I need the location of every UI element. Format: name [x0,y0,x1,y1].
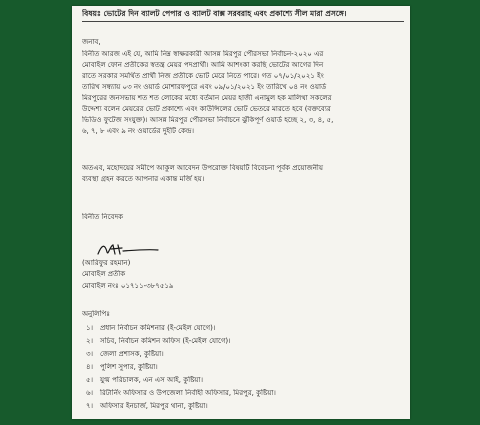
letter-page [72,6,410,419]
list-item [86,337,404,346]
list-text: রিটার্নিং অফিসার ও উপজেলা নির্বাহী অফিসার, মিরপুর, কুষ্টিয়া। [100,389,276,397]
paragraph1-line: ভিডিও ফুটেজ সংযুক্ত)। আসন্ন মিরপুর পৌরসভা নির্বাচনে ঝুঁকিপূর্ণ ওয়ার্ড হচ্ছে ২, ৩, ৪, ৫, [82,116,334,124]
closing: বিনীত নিবেদক [82,213,124,221]
list-number: ৫। [86,376,94,384]
list-item [86,402,404,411]
paragraph1-line: উদ্দেশ্য বলেন মেয়রের ভোট প্রকাশ্যে এবং কাউন্সিলের ভোট ভেতরে মারতে হবে (বক্তব্যের [82,105,331,113]
letter-subject: বিষয়ঃ ভোটের দিন ব্যালট পেপার ও ব্যালট বাক্স সরবরাহ এবং প্রকাশ্যে সীল মারা প্রসঙ্গে। [82,9,347,18]
paragraph1-line: রাতে সরকার সমর্থিত প্রার্থী নিজ প্রতীকে ভোট মেরে নিতে পারে। গত ০৭/০১/২০২১ ইং [82,72,324,80]
list-item [86,324,404,333]
paragraph1-line: মোবাইল ফোন প্রতীকের স্বতন্ত্র মেয়র পদপ্রার্থী। আমি আশংকা করছি ভোটের আগের দিন [82,61,324,69]
list-text: জেলা প্রশাসক, কুষ্টিয়া। [100,350,164,358]
paragraph1-line: তারিখ সন্ধ্যায় ০৩ নং ওয়ার্ড মোশারফপুরে এবং ০৯/০১/২০২১ ইং তারিখে ০৪ নং ওয়ার্ড [82,83,327,91]
list-number: ৪। [86,363,94,371]
signature [96,242,160,258]
list-item [86,376,404,385]
list-item [86,363,404,372]
paragraph1-line: বিনীত আরজ এই যে, আমি নিম্ন স্বাক্ষরকারী আসন্ন মিরপুর পৌরসভা নির্বাচন-২০২০ এর [82,50,324,58]
list-number: ৭। [86,402,94,410]
paragraph1-line: মিরপুরের জনসভায় শত শত লোকের মধ্যে বর্তমান মেয়র হাজী এনামুল হক মালিথা সকলের [82,94,332,102]
sender-symbol: মোবাইল প্রতীক [82,270,126,278]
subject-divider [82,21,404,22]
sender-name: (আরিফুর রহমান) [82,259,131,267]
paragraph2-line: ব্যবস্থা গ্রহন করতে আপনার একান্ত মর্জি হয়। [82,175,205,183]
list-text: যুগ্ম পরিচালক, এন এস আই, কুষ্টিয়া। [100,376,203,384]
list-number: ৬। [86,389,94,397]
paragraph1-line: ৬, ৭, ৮ এবং ৯ নং ওয়ার্ডের দুইটি কেন্দ্র। [82,127,195,135]
list-text: প্রধান নির্বাচন কমিশনার (ই-মেইল যোগে)। [100,324,216,332]
paragraph2-line: অতএব, মহোদয়ের সমীপে আকুল আবেদন উপরোক্ত বিষয়টি বিবেচনা পূর্বক প্রয়োজনীয় [82,164,324,172]
sender-mobile: মোবাইল নংঃ ০১৭১১-৩৮৭৫১৯ [82,282,174,290]
list-text: অফিসার ইনচার্জ, মিরপুর থানা, কুষ্টিয়া। [100,402,208,410]
list-item [86,350,404,359]
list-text: পুলিশ সুপার, কুষ্টিয়া। [100,363,158,371]
list-text: সচিব, নির্বাচন কমিশন অফিস (ই-মেইল যোগে)। [100,337,231,345]
list-item [86,389,404,398]
list-number: ১। [86,324,94,332]
salutation: জনাব, [82,38,101,46]
list-number: ৩। [86,350,94,358]
copies-heading: অনুলিপিঃ [82,310,110,318]
list-number: ২। [86,337,94,345]
